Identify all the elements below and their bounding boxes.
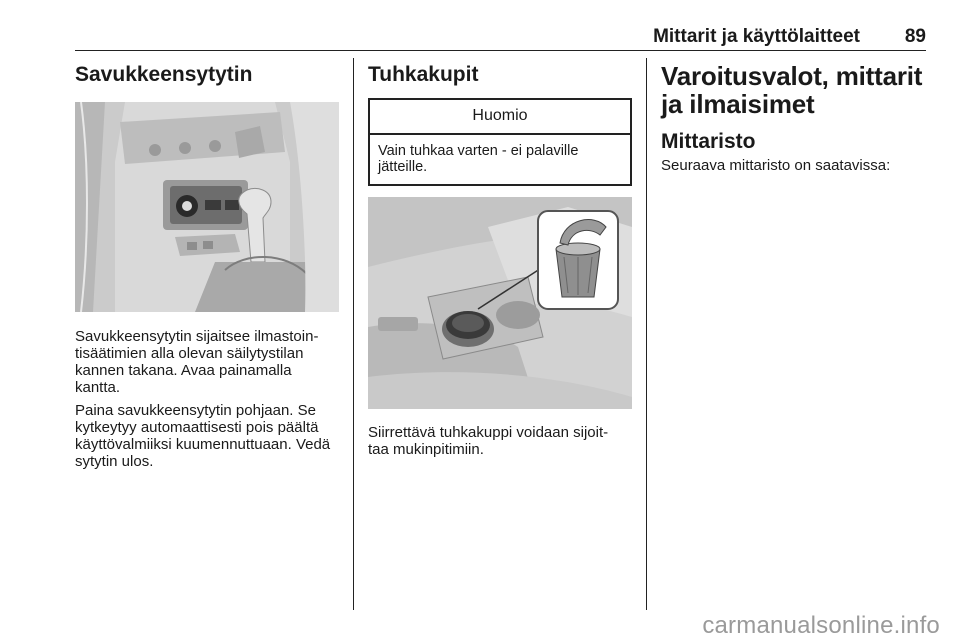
running-header-title: Mittarit ja käyttölaitteet bbox=[653, 26, 860, 47]
watermark: carmanualsonline.info bbox=[702, 612, 940, 639]
section-title-warning-lights: Varoitusvalot, mittarit ja ilmaisimet bbox=[661, 61, 923, 119]
subsection-title-instrument-cluster: Mittaristo bbox=[661, 130, 756, 153]
section-title-cigarette-lighter: Savukkeensytytin bbox=[75, 63, 253, 86]
notice-box bbox=[368, 98, 632, 186]
paragraph-location: Savukkeensytytin sijaitsee ilmastoin- tisäätimien alla olevan säilytystilan kannen takana. Avaa painamalla kantta. bbox=[75, 328, 319, 396]
paragraph-ashtray: Siirrettävä tuhkakuppi voidaan sijoit- taa mukinpitimiin. bbox=[368, 424, 609, 458]
cigarette-lighter-illustration bbox=[75, 102, 339, 312]
column-divider-2 bbox=[646, 58, 647, 610]
column-divider-1 bbox=[353, 58, 354, 610]
paragraph-instrument-cluster: Seuraava mittaristo on saatavissa: bbox=[661, 157, 891, 174]
notice-text: Vain tuhkaa varten - ei palaville jätteille. bbox=[378, 143, 579, 175]
section-title-ashtrays: Tuhkakupit bbox=[368, 63, 479, 86]
column-cigarette-lighter bbox=[75, 62, 340, 470]
header-rule bbox=[75, 50, 926, 51]
notice-heading: Huomio bbox=[370, 100, 630, 135]
ashtray-illustration bbox=[368, 197, 632, 409]
column-warning-lights bbox=[661, 62, 929, 174]
paragraph-usage: Paina savukkeensytytin pohjaan. Se kytkeytyy automaattisesti pois päältä käyttövalmiiksi kuumennuttuaan. Vedä sytytin ulos. bbox=[75, 402, 331, 470]
page-number: 89 bbox=[904, 26, 926, 47]
column-ashtrays bbox=[368, 62, 632, 458]
